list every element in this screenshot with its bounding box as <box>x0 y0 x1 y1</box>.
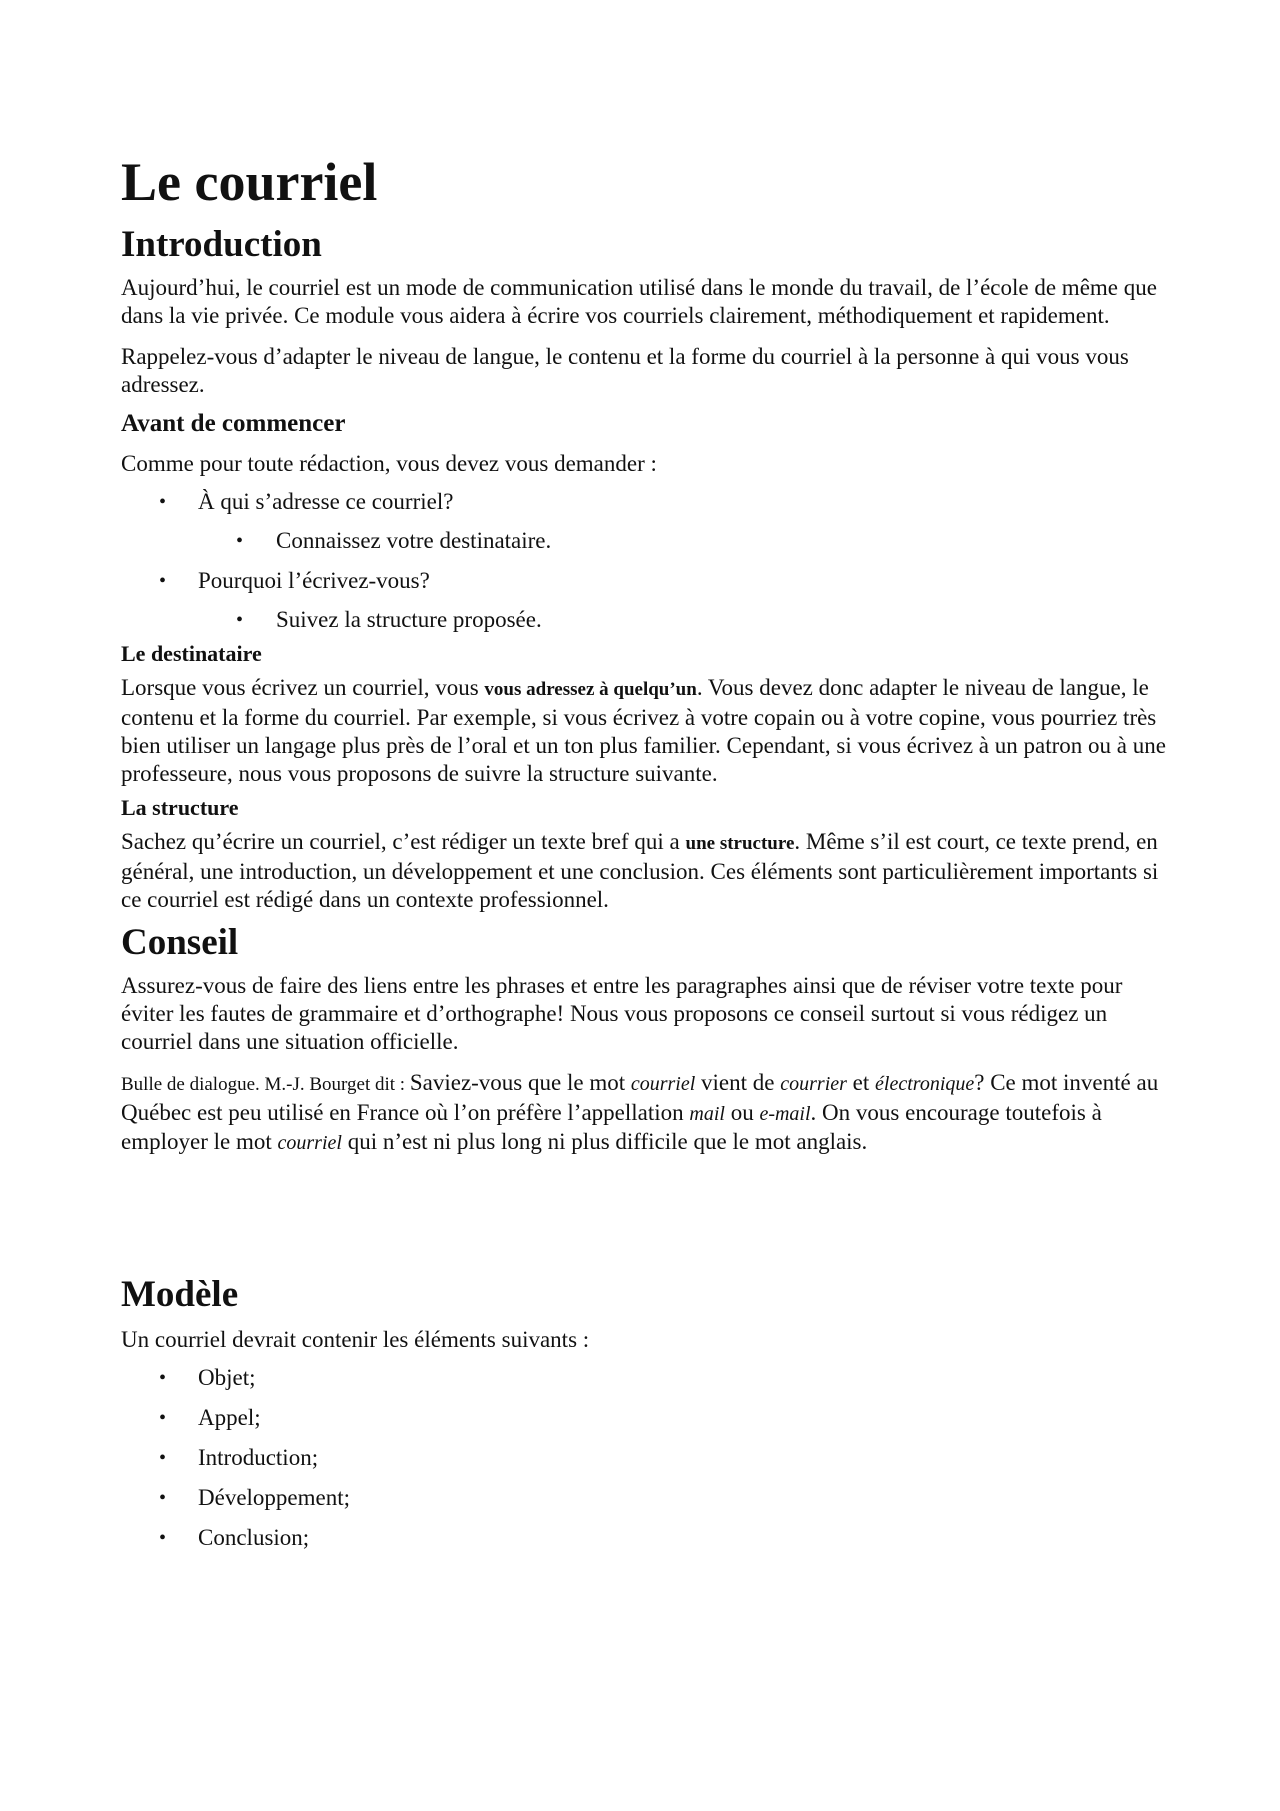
bullet-icon: • <box>159 570 167 592</box>
intro-heading: Introduction <box>121 224 322 265</box>
avant-lead: Comme pour toute rédaction, vous devez vous demander : <box>121 451 657 476</box>
bullet-icon: • <box>236 530 244 552</box>
modele-heading: Modèle <box>121 1274 239 1315</box>
bubble-term: courriel <box>277 1132 342 1154</box>
list-item <box>121 1444 1166 1472</box>
conseil-heading: Conseil <box>121 922 239 963</box>
destinataire-heading: Le destinataire <box>121 641 262 666</box>
bubble-text: qui n’est ni plus long ni plus difficile que le mot anglais. <box>341 1129 868 1154</box>
destinataire-text-end: . Vous devez donc adapter le niveau de langue, le contenu et la forme du courriel. Par exemple, si vous écrivez à votre copain ou à votre copine, vous pourriez très bien utiliser un langage plus près de l’oral et un ton plus familier. Cependant, si vous écrivez à un patron ou à une professeure, nous vous proposons de suivre la structure suivante. <box>121 675 1166 786</box>
list-item <box>121 488 1166 516</box>
intro-paragraph-1: Aujourd’hui, le courriel est un mode de communication utilisé dans le monde du travail, de l’école de même que dans la vie privée. Ce module vous aidera à écrire vos courriels clairement, méthodiquement et rapidement. <box>121 275 1157 328</box>
list-item-text: Objet; <box>198 1365 256 1390</box>
list-item <box>121 567 1166 595</box>
bullet-icon: • <box>159 1407 167 1429</box>
list-item <box>121 527 1166 555</box>
bullet-icon: • <box>236 609 244 631</box>
list-item-text: À qui s’adresse ce courriel? <box>198 489 454 514</box>
bullet-icon: • <box>159 1447 167 1469</box>
bubble-text: ou <box>724 1100 760 1125</box>
list-item-text: Suivez la structure proposée. <box>276 607 542 632</box>
list-item <box>121 1364 1166 1392</box>
conseil-paragraph: Assurez-vous de faire des liens entre les phrases et entre les paragraphes ainsi que de réviser votre texte pour éviter les fautes de grammaire et d’orthographe! Nous vous proposons ce conseil surtout si vous rédigez un courriel dans une situation officielle. <box>121 973 1123 1054</box>
bullet-icon: • <box>159 1487 167 1509</box>
structure-text-end: . Même s’il est court, ce texte prend, en général, une introduction, un développement et une conclusion. Ces éléments sont particulièrement importants si ce courriel est rédigé dans un contexte professionnel. <box>121 829 1159 912</box>
bubble-term: courrier <box>780 1073 847 1095</box>
bullet-icon: • <box>159 1527 167 1549</box>
bubble-term: mail <box>689 1103 725 1125</box>
speech-bubble-paragraph <box>121 1069 1166 1157</box>
bullet-icon: • <box>159 491 167 513</box>
modele-element-list <box>121 1364 1166 1552</box>
structure-paragraph <box>121 828 1166 914</box>
document-page <box>121 150 1166 1552</box>
list-item <box>121 606 1166 634</box>
list-item <box>121 1484 1166 1512</box>
bubble-text: vient de <box>695 1070 781 1095</box>
structure-text-start: Sachez qu’écrire un courriel, c’est rédiger un texte bref qui a <box>121 829 686 854</box>
bubble-term: électronique <box>875 1073 975 1095</box>
destinataire-text-start: Lorsque vous écrivez un courriel, vous <box>121 675 485 700</box>
list-item-text: Introduction; <box>198 1445 319 1470</box>
list-item-text: Pourquoi l’écrivez-vous? <box>198 568 430 593</box>
destinataire-paragraph <box>121 674 1166 788</box>
avant-heading: Avant de commencer <box>121 410 346 437</box>
list-item <box>121 1404 1166 1432</box>
modele-lead: Un courriel devrait contenir les éléments suivants : <box>121 1327 590 1352</box>
list-item-text: Développement; <box>198 1485 351 1510</box>
page-title: Le courriel <box>121 152 378 212</box>
bubble-text: ? Ce mot inventé au Québec est peu utilisé en France où l’on préfère l’appellation <box>121 1070 1159 1125</box>
structure-emphasis: une structure <box>685 833 795 854</box>
bubble-text: et <box>846 1070 876 1095</box>
avant-question-list <box>121 488 1166 634</box>
structure-heading: La structure <box>121 795 239 820</box>
list-item-text: Conclusion; <box>198 1525 310 1550</box>
bubble-term: e-mail <box>759 1103 811 1125</box>
bubble-term: courriel <box>630 1073 696 1095</box>
list-item <box>121 1524 1166 1552</box>
bubble-text: . On vous encourage toutefois à employer le mot <box>121 1100 1102 1154</box>
bullet-icon: • <box>159 1367 167 1389</box>
list-item-text: Connaissez votre destinataire. <box>276 528 552 553</box>
list-item-text: Appel; <box>198 1405 261 1430</box>
speech-bubble-label: Bulle de dialogue. M.-J. Bourget dit : <box>121 1074 410 1095</box>
intro-paragraph-2: Rappelez-vous d’adapter le niveau de langue, le contenu et la forme du courriel à la personne à qui vous vous adressez. <box>121 344 1129 397</box>
destinataire-emphasis: vous adressez à quelqu’un <box>484 679 697 700</box>
bubble-text: Saviez-vous que le mot <box>409 1070 631 1095</box>
